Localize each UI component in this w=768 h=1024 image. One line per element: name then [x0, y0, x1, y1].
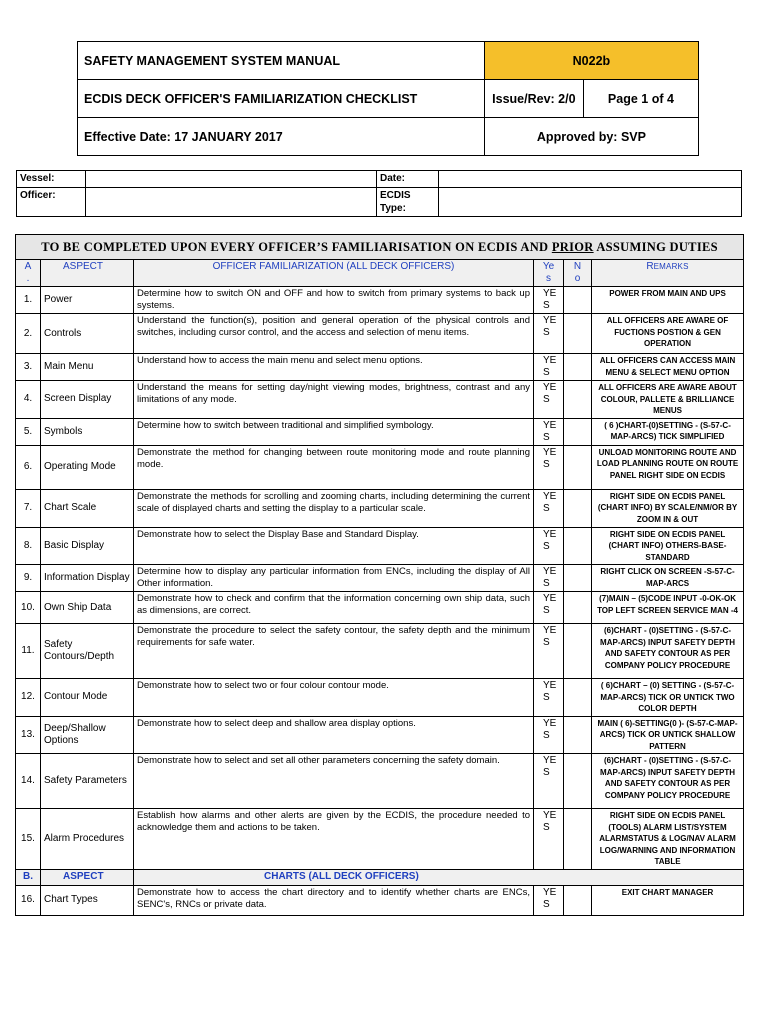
yes-header: Ye s [534, 260, 564, 287]
section-b-rows [16, 885, 744, 915]
row-number: 11. [16, 624, 41, 679]
row-description: Understand the function(s), position and general operation of the physical controls and switches, including cursor control, and the access and selection of menu items. [134, 314, 534, 354]
row-aspect: Chart Scale [41, 489, 134, 527]
row-remarks: RIGHT CLICK ON SCREEN -S-57-C-MAP-ARCS [592, 565, 744, 592]
section-a-rows [16, 287, 744, 870]
row-description: Demonstrate how to select and set all other parameters concerning the safety domain. [134, 754, 534, 809]
checklist-row [16, 716, 744, 754]
row-remarks: POWER FROM MAIN AND UPS [592, 287, 744, 314]
row-no-check[interactable] [564, 565, 592, 592]
row-number: 10. [16, 592, 41, 624]
row-description: Determine how to switch ON and OFF and how to switch from primary systems to back up systems. [134, 287, 534, 314]
row-aspect: Operating Mode [41, 445, 134, 489]
row-description: Demonstrate how to select the Display Base and Standard Display. [134, 527, 534, 565]
row-number: 2. [16, 314, 41, 354]
row-number: 5. [16, 418, 41, 445]
checklist-row [16, 809, 744, 870]
checklist-row [16, 527, 744, 565]
row-description: Demonstrate how to select two or four colour contour mode. [134, 679, 534, 717]
checklist-row [16, 624, 744, 679]
manual-title: SAFETY MANAGEMENT SYSTEM MANUAL [78, 42, 485, 80]
document-code: N022b [484, 42, 698, 80]
checklist-row [16, 885, 744, 915]
row-remarks: ( 6)CHART – (0) SETTING - (S-57-C-MAP-ARCS) TICK OR UNTICK TWO COLOR DEPTH [592, 679, 744, 717]
checklist-row [16, 354, 744, 381]
row-aspect: Alarm Procedures [41, 809, 134, 870]
row-yes-check[interactable]: YE S [534, 754, 564, 809]
row-description: Establish how alarms and other alerts are given by the ECDIS, the procedure needed to acknowledge them and actions to be taken. [134, 809, 534, 870]
page-number: Page 1 of 4 [583, 80, 698, 118]
row-remarks: RIGHT SIDE ON ECDIS PANEL (CHART INFO) BY SCALE/NM/OR BY ZOOM IN & OUT [592, 489, 744, 527]
remarks-header: REMARKS [592, 260, 744, 287]
row-yes-check[interactable]: YE S [534, 314, 564, 354]
row-aspect: Symbols [41, 418, 134, 445]
row-remarks: ALL OFFICERS ARE AWARE OF FUCTIONS POSTION & GEN OPERATION [592, 314, 744, 354]
checklist-row [16, 418, 744, 445]
checklist-row [16, 754, 744, 809]
row-aspect: Chart Types [41, 885, 134, 915]
row-no-check[interactable] [564, 809, 592, 870]
row-description: Demonstrate how to check and confirm that the information concerning own ship data, such as dimensions, are correct. [134, 592, 534, 624]
row-yes-check[interactable]: YE S [534, 679, 564, 717]
row-yes-check[interactable]: YE S [534, 885, 564, 915]
row-aspect: Power [41, 287, 134, 314]
vessel-label: Vessel: [17, 171, 86, 188]
row-yes-check[interactable]: YE S [534, 624, 564, 679]
row-number: 6. [16, 445, 41, 489]
row-description: Demonstrate the procedure to select the safety contour, the safety depth and the minimum requirements for safe water. [134, 624, 534, 679]
row-description: Demonstrate how to access the chart directory and to identify whether charts are ENCs, SENC's, RNCs or private data. [134, 885, 534, 915]
row-yes-check[interactable]: YE S [534, 565, 564, 592]
row-aspect: Information Display [41, 565, 134, 592]
row-aspect: Main Menu [41, 354, 134, 381]
approved-by: Approved by: SVP [484, 118, 698, 156]
row-no-check[interactable] [564, 885, 592, 915]
row-aspect: Screen Display [41, 381, 134, 419]
row-yes-check[interactable]: YE S [534, 418, 564, 445]
checklist-row [16, 381, 744, 419]
row-no-check[interactable] [564, 592, 592, 624]
row-number: 4. [16, 381, 41, 419]
row-no-check[interactable] [564, 624, 592, 679]
row-yes-check[interactable]: YE S [534, 445, 564, 489]
row-remarks: MAIN ( 6)-SETTING(0 )- (S-57-C-MAP-ARCS) TICK OR UNTICK SHALLOW PATTERN [592, 716, 744, 754]
section-letter: A . [16, 260, 41, 287]
row-no-check[interactable] [564, 445, 592, 489]
row-remarks: (6)CHART - (0)SETTING - (S-57-C-MAP-ARCS) INPUT SAFETY DEPTH AND SAFETY CONTOUR AS PER COMPANY POLICY PROCEDURE [592, 754, 744, 809]
row-description: Demonstrate the method for changing between route monitoring mode and route planning mode. [134, 445, 534, 489]
row-remarks: EXIT CHART MANAGER [592, 885, 744, 915]
issue-revision: Issue/Rev: 2/0 [484, 80, 583, 118]
officer-field[interactable] [86, 188, 377, 217]
row-no-check[interactable] [564, 381, 592, 419]
row-description: Understand the means for setting day/night viewing modes, brightness, contrast and any limitations of any mode. [134, 381, 534, 419]
document-header [77, 41, 699, 156]
row-yes-check[interactable]: YE S [534, 592, 564, 624]
section-letter: B. [16, 869, 41, 885]
row-description: Determine how to display any particular information from ENCs, including the display of All Other information. [134, 565, 534, 592]
row-yes-check[interactable]: YE S [534, 527, 564, 565]
row-yes-check[interactable]: YE S [534, 381, 564, 419]
row-aspect: Deep/Shallow Options [41, 716, 134, 754]
section-a-header [16, 260, 744, 287]
row-aspect: Safety Contours/Depth [41, 624, 134, 679]
row-number: 3. [16, 354, 41, 381]
row-yes-check[interactable]: YE S [534, 287, 564, 314]
ecdis-type-label: ECDIS Type: [377, 188, 439, 217]
row-no-check[interactable] [564, 527, 592, 565]
date-label: Date: [377, 171, 439, 188]
aspect-header: ASPECT [41, 869, 134, 885]
checklist-row [16, 489, 744, 527]
no-header: N o [564, 260, 592, 287]
date-field[interactable] [439, 171, 742, 188]
section-b-header [16, 869, 744, 885]
row-no-check[interactable] [564, 287, 592, 314]
section-b-title: CHARTS (ALL DECK OFFICERS) [134, 869, 744, 885]
row-number: 14. [16, 754, 41, 809]
ecdis-type-field[interactable] [439, 188, 742, 217]
row-remarks: (7)MAIN – (5)CODE INPUT -0-OK-OK TOP LEFT SCREEN SERVICE MAN -4 [592, 592, 744, 624]
officer-label: Officer: [17, 188, 86, 217]
row-number: 13. [16, 716, 41, 754]
checklist-title: ECDIS DECK OFFICER'S FAMILIARIZATION CHECKLIST [78, 80, 485, 118]
row-description: Demonstrate the methods for scrolling and zooming charts, including determining the current scale of displayed charts and setting the display to a particular scale. [134, 489, 534, 527]
row-yes-check[interactable]: YE S [534, 489, 564, 527]
row-description: Determine how to switch between traditional and simplified symbology. [134, 418, 534, 445]
row-number: 15. [16, 809, 41, 870]
row-no-check[interactable] [564, 679, 592, 717]
row-number: 7. [16, 489, 41, 527]
row-aspect: Own Ship Data [41, 592, 134, 624]
checklist-row [16, 679, 744, 717]
row-no-check[interactable] [564, 489, 592, 527]
row-remarks: ALL OFFICERS CAN ACCESS MAIN MENU & SELECT MENU OPTION [592, 354, 744, 381]
row-remarks: (6)CHART - (0)SETTING - (S-57-C-MAP-ARCS) INPUT SAFETY DEPTH AND SAFETY CONTOUR AS PER COMPANY POLICY PROCEDURE [592, 624, 744, 679]
checklist-row [16, 565, 744, 592]
row-remarks: UNLOAD MONITORING ROUTE AND LOAD PLANNING ROUTE ON ROUTE PANEL RIGHT SIDE ON ECDIS [592, 445, 744, 489]
row-remarks: ALL OFFICERS ARE AWARE ABOUT COLOUR, PALLETE & BRILLIANCE MENUS [592, 381, 744, 419]
row-aspect: Safety Parameters [41, 754, 134, 809]
row-remarks: ( 6 )CHART-(0)SETTING - (S-57-C-MAP-ARCS) TICK SIMPLIFIED [592, 418, 744, 445]
aspect-header: ASPECT [41, 260, 134, 287]
checklist-row [16, 314, 744, 354]
row-yes-check[interactable]: YE S [534, 354, 564, 381]
row-no-check[interactable] [564, 418, 592, 445]
row-remarks: RIGHT SIDE ON ECDIS PANEL (CHART INFO) OTHERS-BASE-STANDARD [592, 527, 744, 565]
row-no-check[interactable] [564, 716, 592, 754]
familiarization-checklist [15, 234, 744, 916]
row-yes-check[interactable]: YE S [534, 809, 564, 870]
row-aspect: Contour Mode [41, 679, 134, 717]
vessel-field[interactable] [86, 171, 377, 188]
row-aspect: Basic Display [41, 527, 134, 565]
checklist-row [16, 287, 744, 314]
row-aspect: Controls [41, 314, 134, 354]
familiarization-header: OFFICER FAMILIARIZATION (ALL DECK OFFICERS) [134, 260, 534, 287]
row-description: Understand how to access the main menu and select menu options. [134, 354, 534, 381]
row-number: 16. [16, 885, 41, 915]
row-no-check[interactable] [564, 354, 592, 381]
row-no-check[interactable] [564, 754, 592, 809]
checklist-row [16, 592, 744, 624]
checklist-title-banner: TO BE COMPLETED UPON EVERY OFFICER’S FAMILIARISATION ON ECDIS AND PRIOR ASSUMING DUTIES [16, 235, 744, 260]
row-no-check[interactable] [564, 314, 592, 354]
row-number: 9. [16, 565, 41, 592]
row-number: 8. [16, 527, 41, 565]
row-number: 12. [16, 679, 41, 717]
row-number: 1. [16, 287, 41, 314]
effective-date: Effective Date: 17 JANUARY 2017 [78, 118, 485, 156]
row-description: Demonstrate how to select deep and shallow area display options. [134, 716, 534, 754]
checklist-row [16, 445, 744, 489]
row-remarks: RIGHT SIDE ON ECDIS PANEL (TOOLS) ALARM LIST/SYSTEM ALARMSTATUS & LOG/NAV ALARM LOG/WARNING AND INFORMATION TABLE [592, 809, 744, 870]
row-yes-check[interactable]: YE S [534, 716, 564, 754]
vessel-info-table [16, 170, 742, 217]
